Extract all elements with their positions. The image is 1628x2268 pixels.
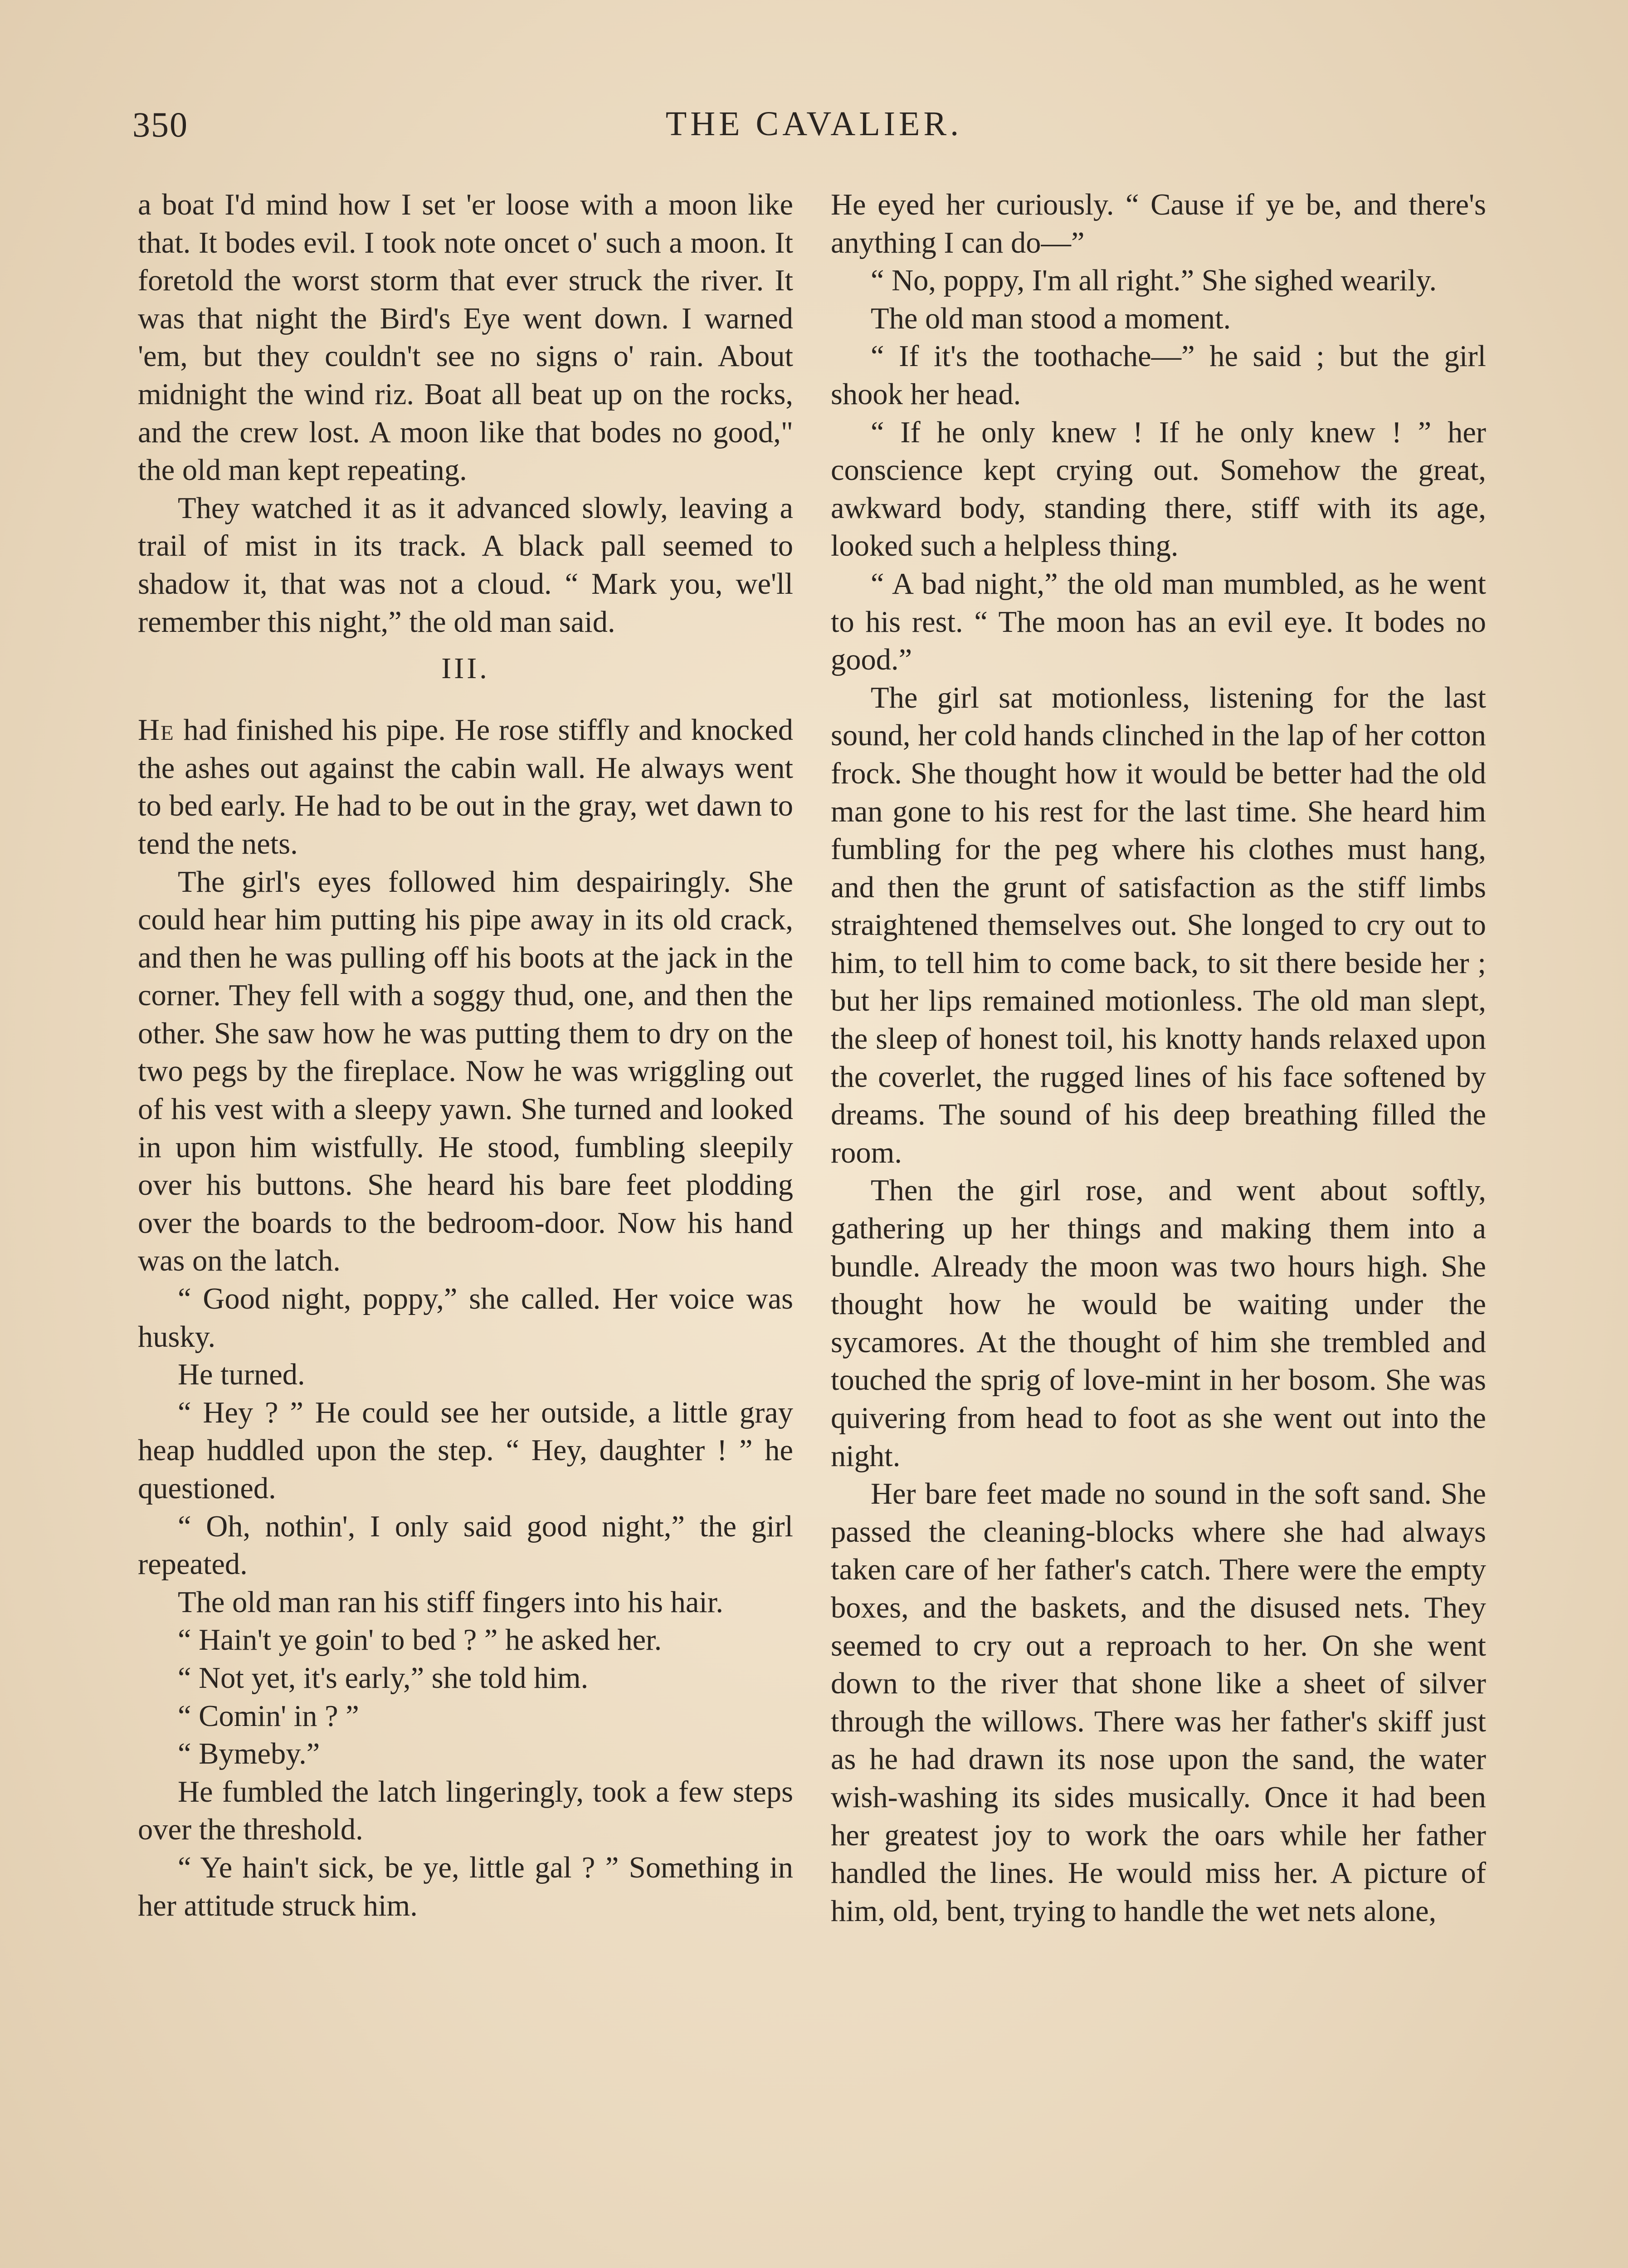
paragraph: Then the girl rose, and went about softly, gathering up her things and making them into a bundle. Already the moon was two hours high. She thought how he would be waiting under the sycamores. At the thought of him she trembled and touched the sprig of love-mint in her bosom. She was quivering from head to foot as she went out into the night. xyxy=(831,1174,1486,1473)
paragraph: “ Not yet, it's early,” she told him. xyxy=(178,1661,589,1695)
paragraph: The girl sat motionless, listening for the last sound, her cold hands clinched in the lap of her cotton frock. She thought how it would be better had the old man gone to his rest for the last time. She heard him fumbling for the peg where his clothes must hang, and then the grunt of satisfaction as the stiff limbs straightened themselves out. She longed to cry out to him, to tell him to come back, to sit there beside her ; but her lips remained motionless. The old man slept, the sleep of honest toil, his knotty hands relaxed upon the coverlet, the rugged lines of his face softened by dreams. The sound of his deep breathing filled the room. xyxy=(831,681,1486,1169)
paragraph: “ Oh, nothin', I only said good night,” the girl repeated. xyxy=(138,1510,793,1581)
paragraph: “ Hain't ye goin' to bed ? ” he asked her. xyxy=(178,1623,662,1657)
paragraph xyxy=(138,711,793,863)
paragraph: a boat I'd mind how I set 'er loose with a moon like that. It bodes evil. I took note oncet o' such a moon. It foretold the worst storm that ever struck the river. It was that night the Bird's Eye went down. I warned 'em, but they couldn't see no signs o' rain. About midnight the wind riz. Boat all beat up on the rocks, and the crew lost. A moon like that bodes no good," the old man kept repeating. xyxy=(138,188,793,487)
paragraph-lead-word: He xyxy=(138,714,175,747)
paragraph: “ Hey ? ” He could see her outside, a little gray heap huddled upon the step. “ Hey, daughter ! ” he questioned. xyxy=(138,1396,793,1505)
section-heading: III. xyxy=(441,652,490,685)
paragraph: “ If it's the toothache—” he said ; but the girl shook her head. xyxy=(831,340,1486,411)
right-column xyxy=(831,186,1486,1930)
paragraph: He turned. xyxy=(178,1358,305,1392)
paragraph: The girl's eyes followed him despairingly. She could hear him putting his pipe away in its old crack, and then he was pulling off his boots at the jack in the corner. They fell with a soggy thud, one, and then the other. She saw how he was putting them to dry on the two pegs by the fireplace. Now he was wriggling out of his vest with a sleepy yawn. She turned and looked in upon him wistfully. He stood, fumbling sleepily over his buttons. She heard his bare feet plodding over the boards to the bedroom-door. Now his hand was on the latch. xyxy=(138,865,793,1278)
paragraph: “ Good night, poppy,” she called. Her voice was husky. xyxy=(138,1282,793,1354)
paragraph: They watched it as it advanced slowly, leaving a trail of mist in its track. A black pall seemed to shadow it, that was not a cloud. “ Mark you, we'll remember this night,” the old man said. xyxy=(138,491,793,639)
paragraph: Her bare feet made no sound in the soft sand. She passed the cleaning-blocks where she had always taken care of her father's catch. There were the empty boxes, and the baskets, and the disused nets. They seemed to cry out a reproach to her. On she went down to the river that shone like a sheet of silver through the willows. There was her father's skiff just as he had drawn its nose upon the sand, the water wish-washing its sides musically. Once it had been her greatest joy to work the oars while her father handled the lines. He would miss her. A picture of him, old, bent, trying to handle the wet nets alone, xyxy=(831,1477,1486,1928)
paragraph-text: had finished his pipe. He rose stiffly and knocked the ashes out against the cabin wall. He always went to bed early. He had to be out in the gray, wet dawn to tend the nets. xyxy=(138,714,793,860)
paragraph: He fumbled the latch lingeringly, took a few steps over the threshold. xyxy=(138,1775,793,1847)
paragraph: “ No, poppy, I'm all right.” She sighed wearily. xyxy=(871,264,1437,298)
page-number: 350 xyxy=(132,105,188,144)
paragraph: “ A bad night,” the old man mumbled, as he went to his rest. “ The moon has an evil eye. It bodes no good.” xyxy=(831,567,1486,677)
paragraph: “ If he only knew ! If he only knew ! ” her conscience kept crying out. Somehow the great, awkward body, standing there, stiff with its age, looked such a helpless thing. xyxy=(831,415,1486,563)
paragraph: “ Ye hain't sick, be ye, little gal ? ” Something in her attitude struck him. xyxy=(138,1851,793,1922)
paragraph: “ Bymeby.” xyxy=(178,1737,320,1771)
paragraph: “ Comin' in ? ” xyxy=(178,1699,359,1733)
running-head-title: THE CAVALIER. xyxy=(665,105,963,143)
paragraph: The old man ran his stiff fingers into his hair. xyxy=(178,1585,723,1619)
paragraph: The old man stood a moment. xyxy=(871,302,1231,335)
left-column xyxy=(138,186,793,1925)
paragraph: He eyed her curiously. “ Cause if ye be, and there's anything I can do—” xyxy=(831,188,1486,259)
